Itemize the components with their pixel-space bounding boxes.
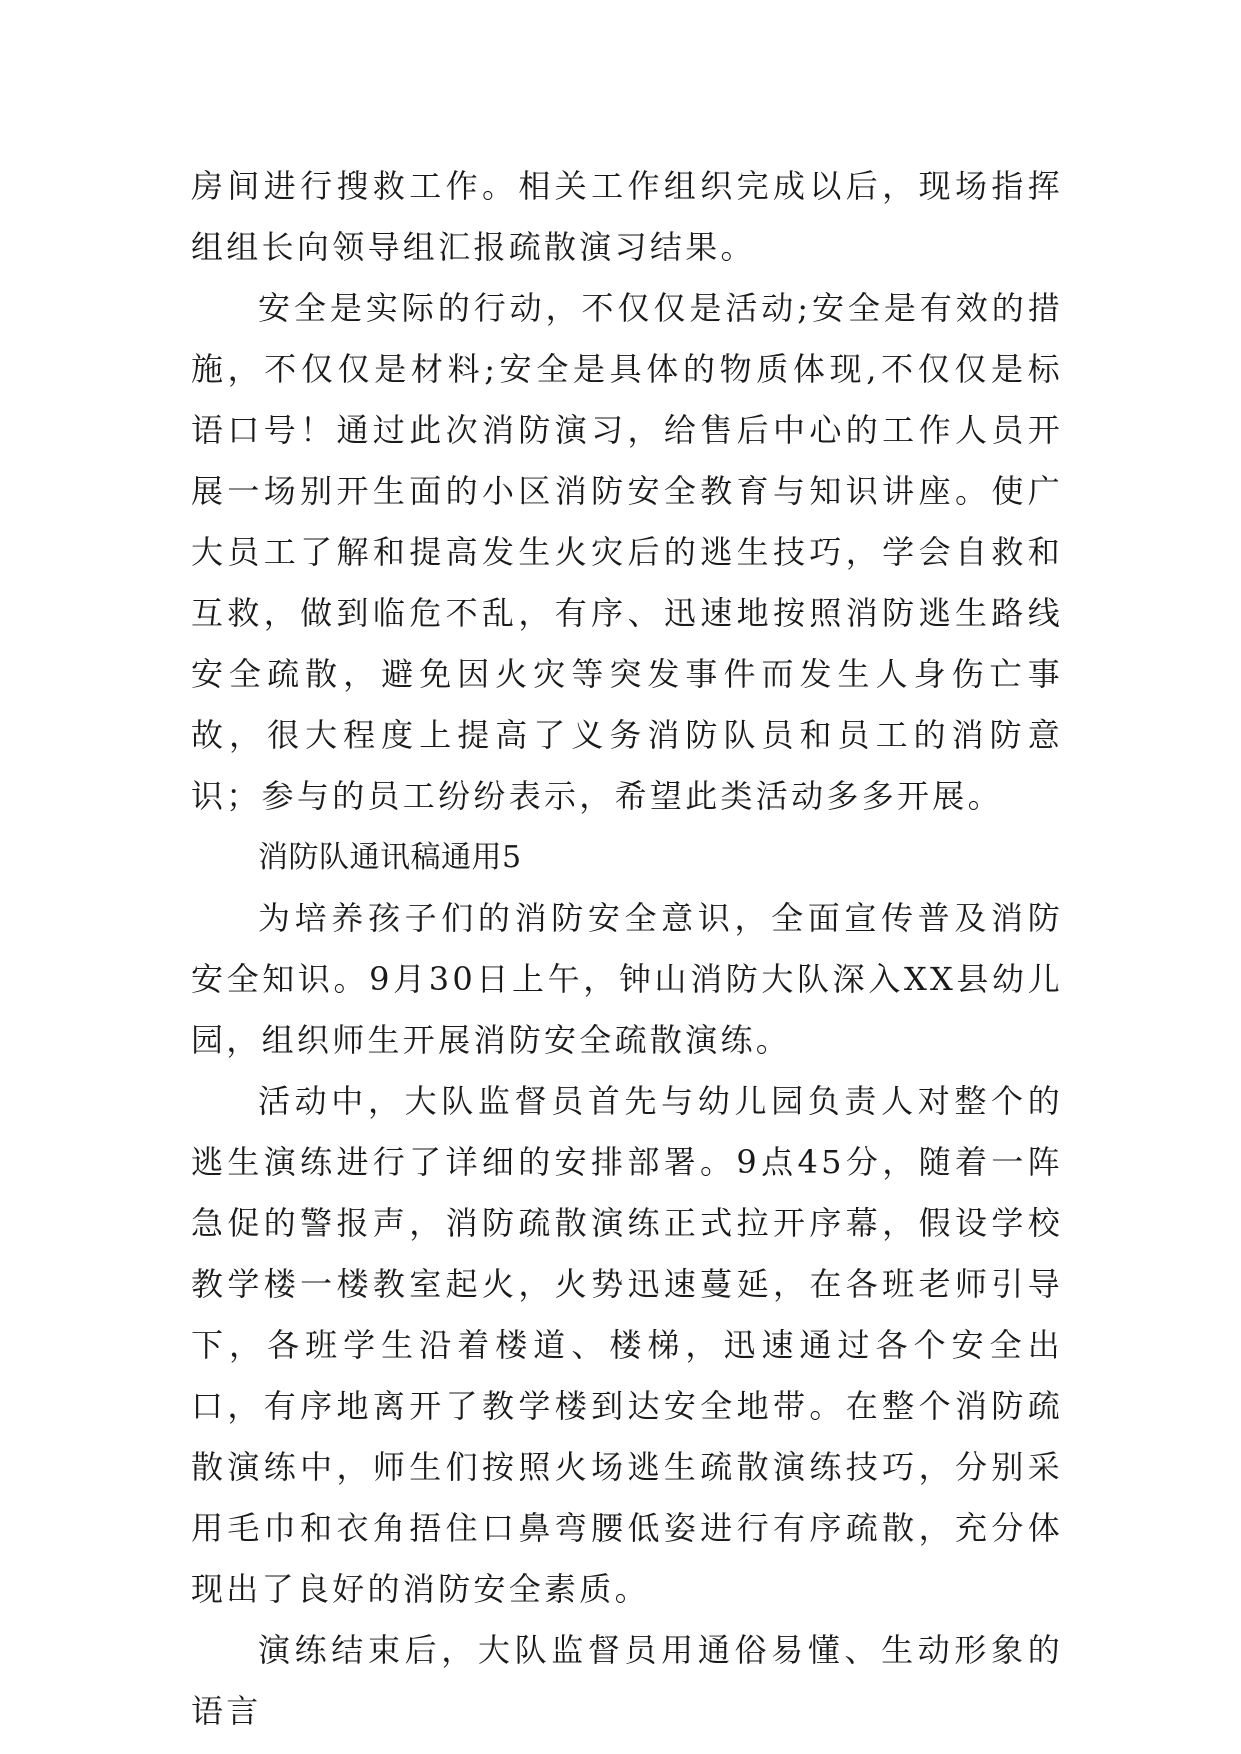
paragraph-drill-activity: 活动中，大队监督员首先与幼儿园负责人对整个的逃生演练进行了详细的安排部署。9点45分，随着一阵急促的警报声，消防疏散演练正式拉开序幕，假设学校教学楼一楼教室起火，火势迅速蔓延，在各班老师引导下，各班学生沿着楼道、楼梯，迅速通过各个安全出口，有序地离开了教学楼到达安全地带。在整个消防疏散演练中，师生们按照火场逃生疏散演练技巧，分别采用毛巾和衣角捂住口鼻弯腰低姿进行有序疏散，充分体现出了良好的消防安全素质。: [191, 1082, 1063, 1608]
paragraph-continuation: 房间进行搜救工作。相关工作组织完成以后，现场指挥组组长向领导组汇报疏散演习结果。: [191, 167, 1063, 266]
paragraph-intro: 为培养孩子们的消防安全意识，全面宣传普及消防安全知识。9月30日上午，钟山消防大队深入XX县幼儿园，组织师生开展消防安全疏散演练。: [191, 899, 1063, 1059]
section-heading: 消防队通讯稿通用5: [258, 840, 522, 875]
document-body: [191, 156, 1063, 1742]
paragraph-safety-summary: 安全是实际的行动，不仅仅是活动;安全是有效的措施，不仅仅是材料;安全是具体的物质体现,不仅仅是标语口号！通过此次消防演习，给售后中心的工作人员开展一场别开生面的小区消防安全教育与知识讲座。使广大员工了解和提高发生火灾后的逃生技巧，学会自救和互救，做到临危不乱，有序、迅速地按照消防逃生路线安全疏散，避免因火灾等突发事件而发生人身伤亡事故，很大程度上提高了义务消防队员和员工的消防意识；参与的员工纷纷表示，希望此类活动多多开展。: [191, 289, 1063, 815]
paragraph-after-drill: 演练结束后，大队监督员用通俗易懂、生动形象的语言: [191, 1631, 1063, 1730]
